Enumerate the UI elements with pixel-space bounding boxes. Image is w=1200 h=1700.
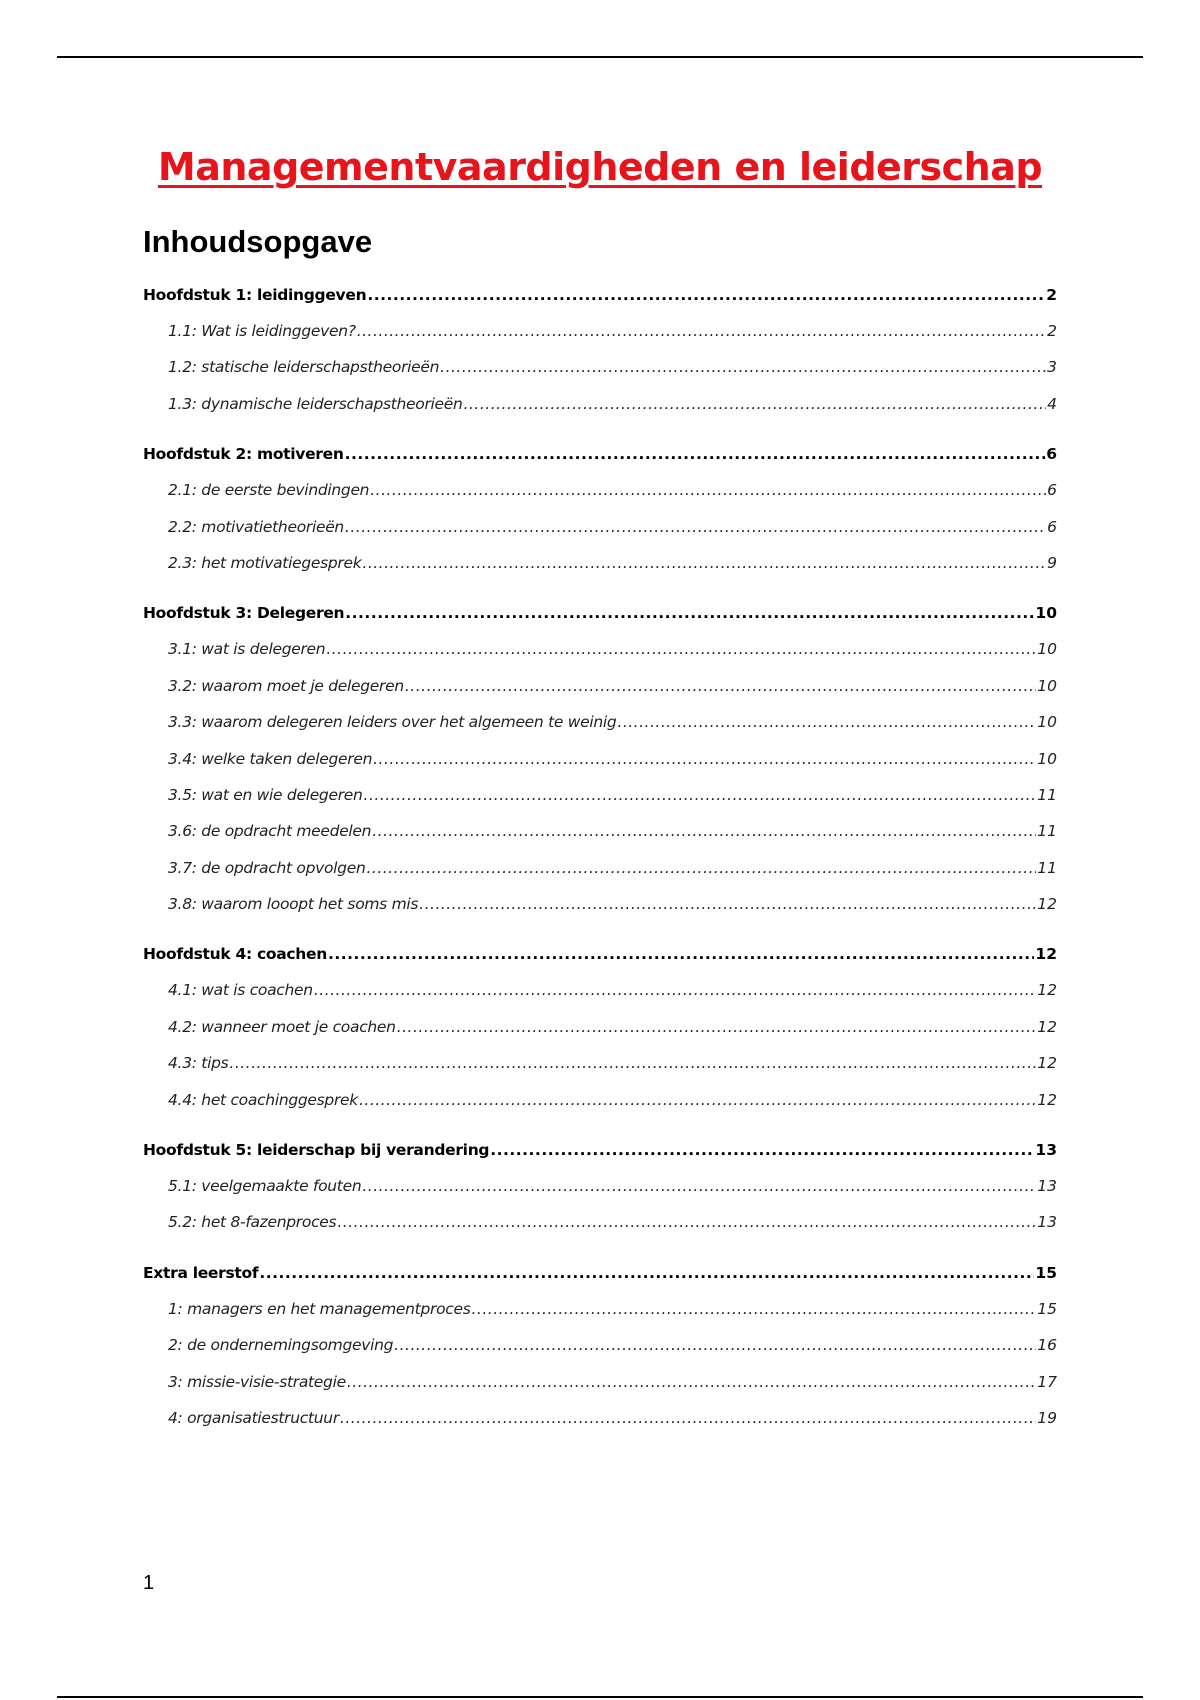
- toc-section-label: 2.2: motivatietheorieën: [168, 517, 344, 536]
- toc-dot-leader: [366, 859, 1036, 877]
- toc-section-entry[interactable]: [143, 981, 1057, 1017]
- toc-heading: Inhoudsopgave: [143, 224, 373, 259]
- toc-section-page: 12: [1037, 895, 1057, 914]
- toc-dot-leader: [345, 518, 1046, 536]
- toc-section-page: 10: [1037, 749, 1057, 768]
- toc-section-entry[interactable]: [143, 1054, 1057, 1090]
- toc-section-page: 11: [1037, 785, 1057, 804]
- toc-dot-leader: [328, 945, 1034, 963]
- toc-dot-leader: [359, 1091, 1036, 1109]
- toc-section-label: 3.5: wat en wie delegeren: [168, 785, 363, 804]
- toc-section-page: 16: [1037, 1336, 1057, 1355]
- toc-chapter-entry[interactable]: [143, 445, 1057, 481]
- toc-section-label: 3.3: waarom delegeren leiders over het algemeen te weinig: [168, 713, 617, 732]
- toc-dot-leader: [464, 395, 1047, 413]
- toc-dot-leader: [337, 1213, 1036, 1231]
- toc-section-label: 3.8: waarom looopt het soms mis: [168, 895, 419, 914]
- toc-section-entry[interactable]: [143, 895, 1057, 931]
- toc-section-entry[interactable]: [143, 713, 1057, 749]
- toc-chapter-page: 6: [1046, 445, 1057, 464]
- toc-dot-leader: [372, 822, 1036, 840]
- toc-chapter-entry[interactable]: [143, 604, 1057, 640]
- toc-dot-leader: [345, 445, 1046, 463]
- toc-section-page: 3: [1047, 358, 1057, 377]
- toc-section-page: 13: [1037, 1213, 1057, 1232]
- toc-section-page: 12: [1037, 1090, 1057, 1109]
- toc-section-page: 10: [1037, 676, 1057, 695]
- toc-section-entry[interactable]: [143, 1300, 1057, 1336]
- toc-section-entry[interactable]: [143, 1336, 1057, 1372]
- toc-chapter-label: Hoofdstuk 2: motiveren: [143, 445, 344, 464]
- toc-dot-leader: [340, 1409, 1036, 1427]
- toc-section-entry[interactable]: [143, 640, 1057, 676]
- toc-section-label: 3: missie-visie-strategie: [168, 1372, 346, 1391]
- toc-dot-leader: [405, 677, 1036, 695]
- toc-section-entry[interactable]: [143, 859, 1057, 895]
- toc-chapter-entry[interactable]: [143, 1264, 1057, 1300]
- toc-chapter-page: 15: [1035, 1263, 1057, 1282]
- toc-chapter-label: Hoofdstuk 3: Delegeren: [143, 604, 345, 623]
- toc-chapter-label: Hoofdstuk 4: coachen: [143, 945, 327, 964]
- toc-dot-leader: [357, 322, 1046, 340]
- toc-section-page: 9: [1047, 553, 1057, 572]
- toc-dot-leader: [347, 1373, 1036, 1391]
- toc-section-label: 1.2: statische leiderschapstheorieën: [168, 358, 440, 377]
- toc-section-page: 6: [1047, 481, 1057, 500]
- toc-section-page: 13: [1037, 1177, 1057, 1196]
- toc-chapter-page: 2: [1046, 286, 1057, 304]
- toc-section-entry[interactable]: [143, 1409, 1057, 1445]
- toc-chapter-label: Extra leerstof: [143, 1263, 259, 1282]
- toc-section-label: 4.2: wanneer moet je coachen: [168, 1017, 396, 1036]
- toc-section-entry[interactable]: [143, 1373, 1057, 1409]
- toc-dot-leader: [419, 895, 1036, 913]
- toc-dot-leader: [326, 640, 1036, 658]
- toc-section-entry[interactable]: [143, 554, 1057, 590]
- toc-section-label: 3.4: welke taken delegeren: [168, 749, 373, 768]
- toc-dot-leader: [472, 1300, 1037, 1318]
- toc-chapter-page: 10: [1035, 604, 1057, 623]
- toc-section-page: 6: [1047, 517, 1057, 536]
- toc-section-label: 2: de ondernemingsomgeving: [168, 1336, 394, 1355]
- toc-dot-leader: [362, 554, 1046, 572]
- toc-chapter-page: 12: [1035, 945, 1057, 964]
- toc-section-entry[interactable]: [143, 322, 1057, 358]
- toc-section-label: 4.3: tips: [168, 1054, 229, 1073]
- toc-dot-leader: [370, 481, 1046, 499]
- toc-section-entry[interactable]: [143, 481, 1057, 517]
- toc-section-label: 1.3: dynamische leiderschapstheorieën: [168, 394, 463, 413]
- toc-section-label: 2.3: het motivatiegesprek: [168, 553, 362, 572]
- toc-section-page: 11: [1037, 822, 1057, 841]
- toc-section-label: 4.4: het coachinggesprek: [168, 1090, 358, 1109]
- toc-dot-leader: [440, 358, 1046, 376]
- toc-dot-leader: [617, 713, 1036, 731]
- toc-section-label: 3.2: waarom moet je delegeren: [168, 676, 404, 695]
- toc-section-page: 10: [1037, 713, 1057, 732]
- toc-section-label: 5.2: het 8-fazenproces: [168, 1213, 337, 1232]
- toc-section-label: 3.1: wat is delegeren: [168, 640, 326, 659]
- toc-chapter-entry[interactable]: [143, 945, 1057, 981]
- toc-section-entry[interactable]: [143, 822, 1057, 858]
- toc-chapter-label: Hoofdstuk 5: leiderschap bij verandering: [143, 1141, 490, 1160]
- toc-dot-leader: [373, 750, 1036, 768]
- toc-dot-leader: [229, 1054, 1036, 1072]
- toc-section-entry[interactable]: [143, 1213, 1057, 1249]
- toc-section-label: 1.1: Wat is leidinggeven?: [168, 322, 356, 340]
- toc-dot-leader: [397, 1018, 1037, 1036]
- toc-section-label: 3.6: de opdracht meedelen: [168, 822, 372, 841]
- table-of-contents: [143, 286, 1057, 1445]
- toc-chapter-label: Hoofdstuk 1: leidinggeven: [143, 286, 367, 304]
- toc-section-page: 2: [1047, 322, 1057, 340]
- toc-dot-leader: [490, 1141, 1034, 1159]
- toc-section-label: 3.7: de opdracht opvolgen: [168, 858, 366, 877]
- toc-section-page: 12: [1037, 1017, 1057, 1036]
- page-number: 1: [143, 1572, 155, 1594]
- toc-section-page: 12: [1037, 981, 1057, 1000]
- toc-section-page: 12: [1037, 1054, 1057, 1073]
- toc-section-label: 5.1: veelgemaakte fouten: [168, 1177, 362, 1196]
- toc-dot-leader: [259, 1264, 1034, 1282]
- toc-dot-leader: [364, 786, 1037, 804]
- document-title: Managementvaardigheden en leiderschap: [157, 145, 1043, 189]
- toc-section-label: 2.1: de eerste bevindingen: [168, 481, 370, 500]
- toc-section-page: 15: [1037, 1299, 1057, 1318]
- toc-section-page: 17: [1037, 1372, 1057, 1391]
- toc-section-entry[interactable]: [143, 786, 1057, 822]
- toc-section-entry[interactable]: [143, 358, 1057, 394]
- toc-section-label: 4: organisatiestructuur: [168, 1408, 339, 1427]
- toc-section-entry[interactable]: [143, 1091, 1057, 1127]
- toc-section-page: 19: [1037, 1408, 1057, 1427]
- toc-section-entry[interactable]: [143, 750, 1057, 786]
- header-rule: [57, 56, 1143, 58]
- toc-dot-leader: [394, 1336, 1036, 1354]
- toc-chapter-entry[interactable]: [143, 286, 1057, 322]
- toc-chapter-page: 13: [1035, 1141, 1057, 1160]
- toc-dot-leader: [367, 286, 1045, 304]
- toc-section-label: 1: managers en het managementproces: [168, 1299, 471, 1318]
- toc-section-page: 4: [1047, 394, 1057, 413]
- footer-rule: [57, 1696, 1143, 1698]
- toc-section-entry[interactable]: [143, 677, 1057, 713]
- toc-dot-leader: [345, 604, 1034, 622]
- toc-section-label: 4.1: wat is coachen: [168, 981, 313, 1000]
- toc-chapter-entry[interactable]: [143, 1141, 1057, 1177]
- toc-section-page: 11: [1037, 858, 1057, 877]
- toc-section-entry[interactable]: [143, 518, 1057, 554]
- toc-section-entry[interactable]: [143, 1177, 1057, 1213]
- toc-dot-leader: [362, 1177, 1036, 1195]
- toc-section-entry[interactable]: [143, 395, 1057, 431]
- toc-section-page: 10: [1037, 640, 1057, 659]
- toc-section-entry[interactable]: [143, 1018, 1057, 1054]
- toc-dot-leader: [314, 981, 1036, 999]
